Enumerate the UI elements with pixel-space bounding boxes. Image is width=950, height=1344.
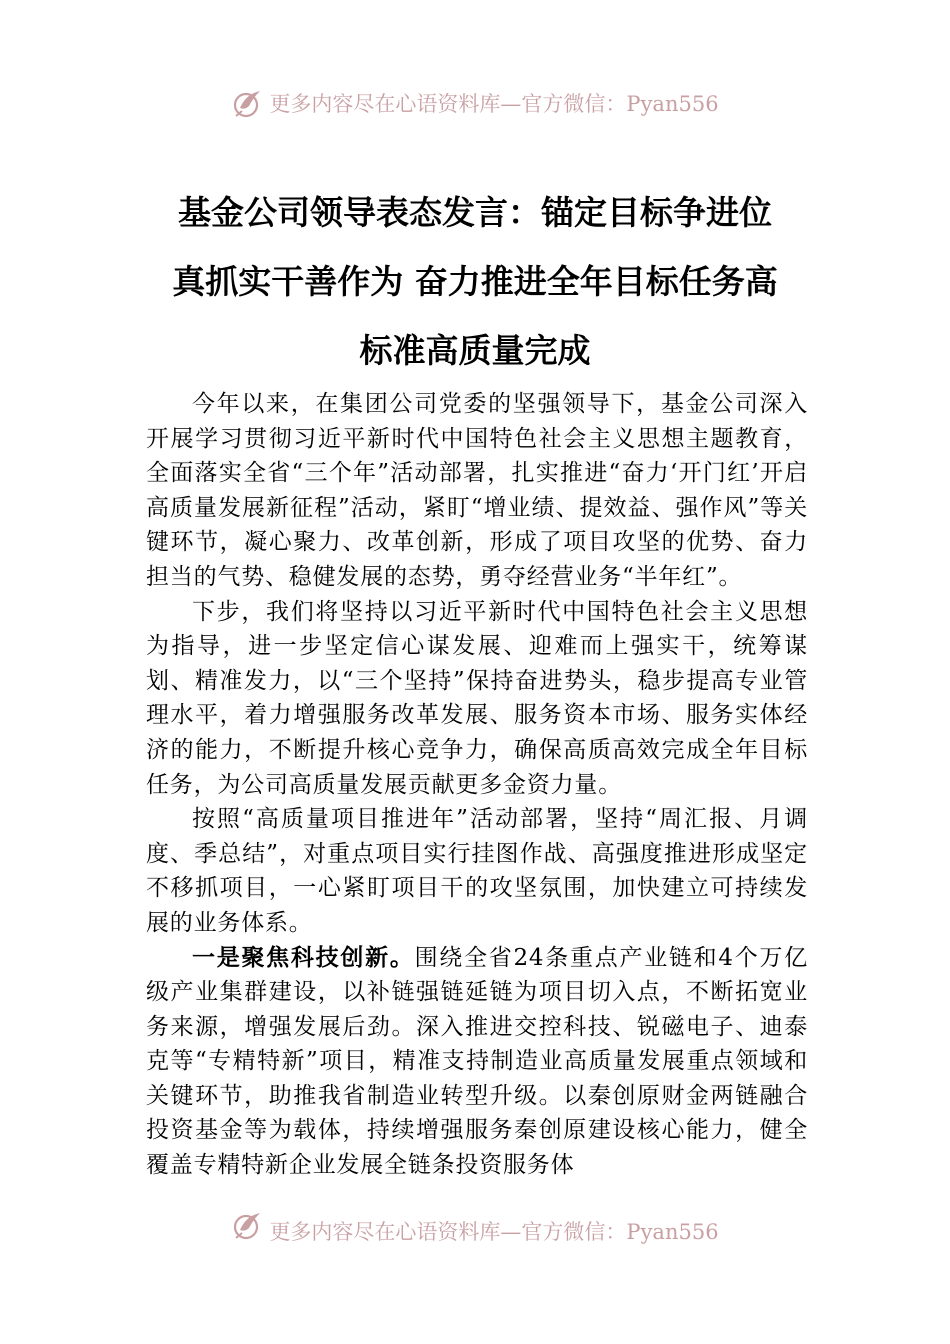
paragraph: 按照“高质量项目推进年”活动部署，坚持“周汇报、月调度、季总结”，对重点项目实行挂图作战、高强度推进形成坚定不移抓项目，一心紧盯项目干的攻坚氛围，加快建立可持续发展的业务体系。 [146, 806, 808, 936]
header-watermark [0, 83, 950, 123]
document-title [145, 178, 805, 385]
paragraph: 一是聚焦科技创新。围绕全省24条重点产业链和4个万亿级产业集群建设，以补链强链延链为项目切入点，不断拓宽业务来源，增强发展后劲。深入推进交控科技、锐磁电子、迪泰克等“专精特新”项目，精准支持制造业高质量发展重点领域和关键环节，助推我省制造业转型升级。以秦创原财金两链融合投资基金等为载体，持续增强服务秦创原建设核心能力，健全覆盖专精特新企业发展全链条投资服务体 [146, 943, 808, 1179]
watermark-text: 更多内容尽在心语资料库—官方微信：Pyan556 [269, 92, 719, 116]
watermark-logo-icon [231, 86, 265, 120]
document-body [146, 387, 808, 1183]
title-line: 真抓实干善作为 奋力推进全年目标任务高 [172, 262, 778, 301]
paragraph-lead: 一是聚焦科技创新。 [192, 943, 415, 971]
watermark-text: 更多内容尽在心语资料库—官方微信：Pyan556 [269, 1220, 719, 1244]
paragraph: 下步，我们将坚持以习近平新时代中国特色社会主义思想为指导，进一步坚定信心谋发展、迎难而上强实干，统筹谋划、精准发力，以“三个坚持”保持奋进势头，稳步提高专业管理水平，着力增强服务改革发展、服务资本市场、服务实体经济的能力，不断提升核心竞争力，确保高质高效完成全年目标任务，为公司高质量发展贡献更多金资力量。 [146, 598, 808, 798]
title-line: 基金公司领导表态发言：锚定目标争进位 [178, 193, 772, 232]
paragraph: 今年以来，在集团公司党委的坚强领导下，基金公司深入开展学习贯彻习近平新时代中国特色社会主义思想主题教育，全面落实全省“三个年”活动部署，扎实推进“奋力‘开门红’开启高质量发展新征程”活动，紧盯“增业绩、提效益、强作风”等关键环节，凝心聚力、改革创新，形成了项目攻坚的优势、奋力担当的气势、稳健发展的态势，勇夺经营业务“半年红”。 [146, 391, 808, 590]
footer-watermark [0, 1205, 950, 1245]
title-line: 标准高质量完成 [359, 331, 591, 370]
watermark-logo-icon [231, 1208, 265, 1242]
